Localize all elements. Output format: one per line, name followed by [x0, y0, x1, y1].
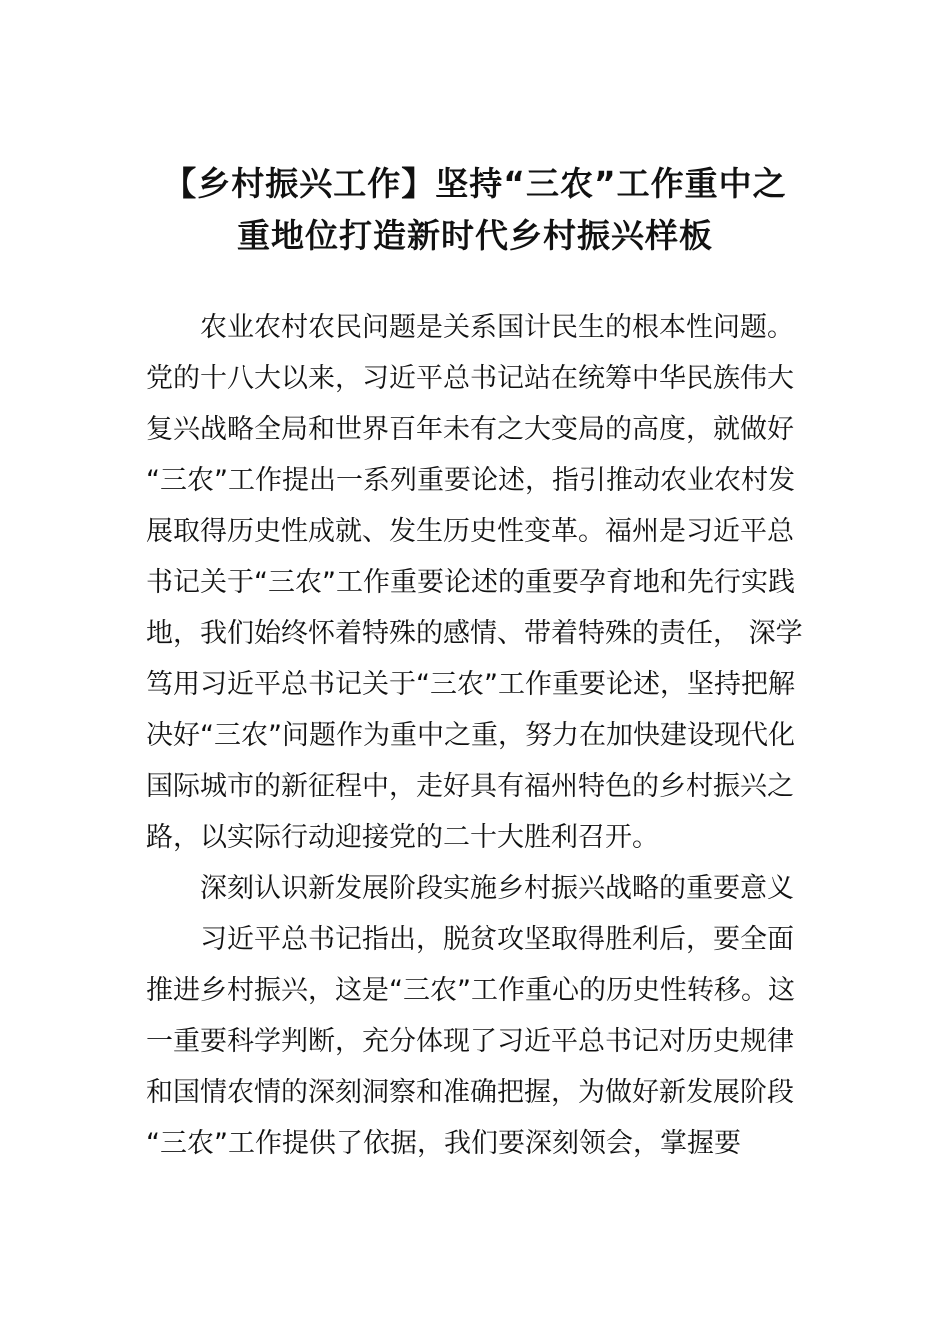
paragraph-3-line: 一重要科学判断，充分体现了习近平总书记对历史规律 [146, 1026, 794, 1057]
paragraph-1-line: 国际城市的新征程中，走好具有福州特色的乡村振兴之 [146, 771, 794, 802]
document-title [100, 158, 850, 262]
title-line: 重地位打造新时代乡村振兴样板 [237, 216, 713, 255]
title-line: 【乡村振兴工作】坚持“三农”工作重中之 [163, 164, 787, 203]
paragraph-3-line: “三农”工作提供了依据，我们要深刻领会，掌握要 [146, 1128, 741, 1159]
paragraph-1-line: 展取得历史性成就、发生历史性变革。福州是习近平总 [146, 516, 794, 547]
paragraph-1-line: 复兴战略全局和世界百年未有之大变局的高度，就做好 [146, 414, 794, 445]
paragraph-3-line: 和国情农情的深刻洞察和准确把握，为做好新发展阶段 [146, 1077, 794, 1108]
paragraph-1-line: 决好“三农”问题作为重中之重，努力在加快建设现代化 [146, 720, 795, 751]
section-heading: 深刻认识新发展阶段实施乡村振兴战略的重要意义 [200, 873, 794, 904]
paragraph-1-line: 路，以实际行动迎接党的二十大胜利召开。 [146, 822, 659, 853]
paragraph-1-line: 笃用习近平总书记关于“三农”工作重要论述，坚持把解 [146, 669, 795, 700]
paragraph-1-line: 党的十八大以来，习近平总书记站在统筹中华民族伟大 [146, 363, 794, 394]
paragraph-3-line: 推进乡村振兴，这是“三农”工作重心的历史性转移。这 [146, 975, 795, 1006]
paragraph-1-line: 农业农村农民问题是关系国计民生的根本性问题。 [200, 312, 794, 343]
paragraph-1-line: 地，我们始终怀着特殊的感情、带着特殊的责任， 深学 [146, 618, 803, 649]
paragraph-1-line: 书记关于“三农”工作重要论述的重要孕育地和先行实践 [146, 567, 795, 598]
paragraph-3-line: 习近平总书记指出，脱贫攻坚取得胜利后，要全面 [200, 924, 794, 955]
paragraph-1-line: “三农”工作提出一系列重要论述，指引推动农业农村发 [146, 465, 795, 496]
document-body [146, 302, 816, 1169]
